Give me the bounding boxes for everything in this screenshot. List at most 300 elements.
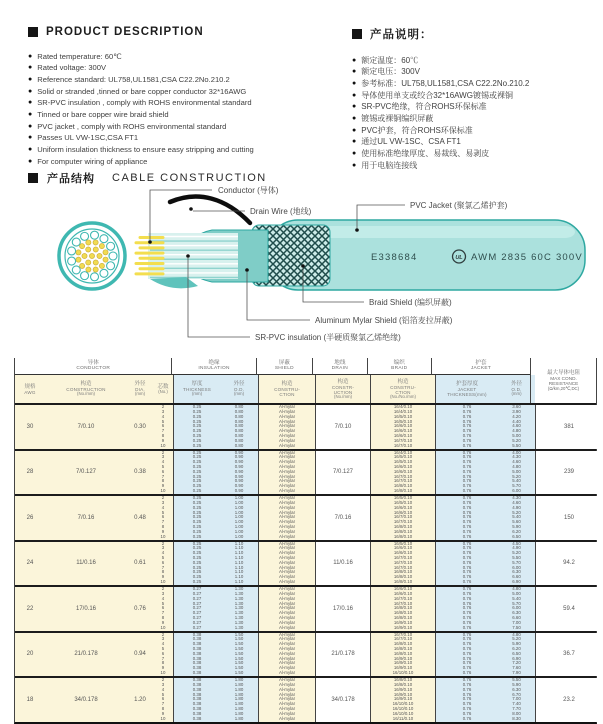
drain-value: 34/0.178 (331, 696, 355, 703)
construction-heading-cn: 产品结构 (47, 173, 95, 185)
list-value: 1.10 (234, 550, 244, 556)
list-value: 9 (161, 528, 165, 534)
list-value: 4 (161, 686, 165, 692)
list-value: 6.70 (512, 691, 521, 697)
bullet-icon: ● (28, 111, 33, 119)
list-value: 16/8/0.10 (393, 681, 413, 687)
description-item-en (28, 109, 343, 121)
list-value: 0.76 (462, 670, 472, 676)
list-value: 0.25 (192, 528, 202, 534)
list-value: 0.38 (192, 670, 202, 676)
list-value: 1.30 (234, 619, 244, 625)
list-value: 8.30 (512, 715, 521, 721)
cable-cross-section (59, 223, 125, 289)
list-value: 5.00 (512, 468, 521, 474)
list-value: 16/9/0.10 (393, 691, 413, 697)
list-value: Al-mylar (278, 614, 296, 620)
jacket-thickness-list (436, 451, 498, 495)
list-value: 0.76 (462, 559, 472, 565)
list-value: 1.00 (234, 528, 244, 534)
list-value: 16/8/0.10 (393, 650, 413, 656)
insulation-thickness-list (174, 587, 220, 631)
construction-value: 11/0.16 (76, 560, 96, 567)
bullet-text: Tinned or bare copper wire braid shield (37, 110, 169, 120)
list-value: Al-mylar (278, 636, 296, 642)
resistance-cell (535, 678, 602, 722)
construction-value: 7/0.10 (77, 423, 95, 430)
list-value: 0.76 (462, 624, 472, 630)
description-item-en (28, 156, 343, 168)
list-value: Al-mylar (278, 619, 296, 625)
list-value: 7.50 (512, 624, 521, 630)
list-value: 16/7/0.10 (393, 555, 413, 560)
conductor-dot (103, 250, 108, 255)
list-value: Al-mylar (278, 586, 296, 592)
conductor-dot (79, 244, 84, 249)
list-value: 16/8/0.10 (393, 646, 413, 651)
list-value: Al-mylar (278, 670, 296, 676)
drain-value: 7/0.16 (334, 514, 352, 521)
drain-cell (315, 542, 370, 586)
list-value: 7 (161, 428, 165, 434)
list-value: 0.38 (192, 705, 202, 711)
braid-list (371, 451, 435, 495)
awg-value: 28 (26, 469, 34, 476)
list-value: 4.40 (512, 418, 521, 424)
list-value: Al-mylar (278, 574, 296, 580)
list-value: 5.50 (512, 555, 521, 560)
resistance-value: 150 (563, 514, 574, 521)
list-value: 0.76 (462, 464, 472, 469)
list-value: 0.25 (192, 413, 202, 419)
list-value: 0.76 (462, 509, 472, 515)
conductor-dot (93, 260, 98, 265)
label-sr-pvc-insulation: SR-PVC insulation (半硬质聚氯乙烯绝缘) (255, 333, 401, 342)
list-value: 0.76 (462, 404, 472, 410)
description-item-en (28, 62, 343, 74)
list-value: 1.00 (234, 519, 244, 525)
square-bullet-icon (352, 29, 362, 39)
conductor-dot (76, 257, 81, 262)
list-value: 0.76 (462, 710, 472, 716)
list-value: 4.90 (512, 504, 521, 510)
list-value: 7 (161, 701, 165, 707)
list-value: 7.40 (512, 701, 521, 707)
list-value: 16/6/0.10 (393, 545, 413, 551)
product-description-title: PRODUCT DESCRIPTION (46, 25, 204, 38)
list-value: 16/5/0.10 (393, 499, 413, 505)
list-value: 0.76 (462, 499, 472, 505)
conductor-cell (15, 405, 173, 449)
list-value: 16/9/0.10 (393, 686, 413, 692)
insulation-od-list (220, 496, 258, 540)
list-value: 1.50 (234, 641, 244, 647)
list-value: 0.76 (462, 495, 472, 501)
list-value: 7.00 (512, 696, 521, 702)
list-value: Al-mylar (278, 665, 296, 671)
subcols-jacket: 护套厚度 JACKET THICKNESS(mm) 外径 O.D. (mm) (435, 375, 535, 403)
bullet-text: 额定温度：60℃ (361, 55, 419, 65)
bullet-text: PVC jacket , comply with ROHS environmental standard (37, 121, 227, 131)
col-group-insulation: 绝缘 INSULATION (171, 358, 255, 375)
list-value: 0.76 (462, 478, 472, 484)
list-value: 6.60 (512, 614, 521, 620)
product-description-en (28, 16, 343, 168)
list-value: 5 (161, 691, 165, 697)
conductor-dot (86, 247, 91, 252)
construction-value: 17/0.16 (75, 605, 97, 612)
list-value: Al-mylar (278, 555, 296, 560)
list-value: 0.76 (462, 631, 472, 637)
bullet-text: 导体使用单支或绞合32*16AWG镀锡或裸铜 (361, 90, 513, 100)
list-value: 9 (161, 665, 165, 671)
list-value: 16/9/0.10 (393, 660, 413, 666)
conductor-dot (86, 267, 91, 272)
table-row-awg-24 (15, 540, 596, 586)
list-value: 4.50 (512, 540, 521, 546)
list-value: 4 (161, 413, 165, 419)
list-value: 0.25 (192, 428, 202, 434)
list-value: 5.90 (512, 523, 521, 529)
dia-value: 0.38 (134, 469, 146, 476)
description-item-cn (352, 78, 600, 90)
shield-list (259, 542, 315, 586)
list-value: 7 (161, 610, 165, 616)
shield-cell (258, 587, 315, 631)
insulation-cell (173, 405, 258, 449)
list-value: 3.90 (512, 408, 521, 414)
shield-list (259, 405, 315, 449)
jacket-print-right: AWM 2835 60C 300V (471, 252, 583, 263)
awg-value: 30 (26, 423, 34, 430)
list-value: 16/10/0.10 (392, 701, 414, 707)
list-value: 6.00 (512, 564, 521, 570)
jacket-od-list (498, 496, 535, 540)
label-aluminum-mylar-shield: Aluminum Mylar Shield (铝箔麦拉屏蔽) (315, 316, 453, 325)
list-value: 0.76 (462, 590, 472, 596)
list-value: 0.25 (192, 564, 202, 570)
list-value: 0.90 (234, 464, 244, 469)
list-value: Al-mylar (278, 437, 296, 443)
list-value: Al-mylar (278, 488, 296, 494)
list-value: 16/7/0.10 (393, 437, 413, 443)
list-value: 1.30 (234, 590, 244, 596)
list-value: 0.76 (462, 686, 472, 692)
list-value: 6 (161, 514, 165, 520)
list-value: 9 (161, 574, 165, 580)
cores-list (153, 451, 173, 495)
list-value: Al-mylar (278, 528, 296, 534)
list-value: 0.76 (462, 691, 472, 697)
list-value: 5.20 (512, 550, 521, 556)
bullet-text: 使用标准绝缘厚度、易裁线、易剥皮 (361, 149, 490, 159)
list-value: 16/9/0.10 (393, 624, 413, 630)
description-item-en (28, 132, 343, 144)
list-value: 16/6/0.10 (393, 464, 413, 469)
table-row-awg-22 (15, 585, 596, 631)
list-value: 0.25 (192, 533, 202, 539)
list-value: 16/10/0.10 (392, 670, 414, 676)
product-description-cn-title: 产品说明： (370, 28, 433, 41)
description-item-cn (352, 136, 600, 148)
list-value: 0.76 (462, 555, 472, 560)
list-value: 5.70 (512, 600, 521, 606)
list-value: 1.30 (234, 610, 244, 616)
list-value: 1.50 (234, 670, 244, 676)
jacket-od-list (498, 678, 535, 722)
col-resistance-header: 最大导体电阻 MAX COND. RESISTANCE (Ω/km,20℃,DC) (530, 358, 596, 403)
list-value: 1.10 (234, 579, 244, 585)
list-value: Al-mylar (278, 677, 296, 683)
jacket-cell (435, 587, 535, 631)
list-value: Al-mylar (278, 696, 296, 702)
bullet-icon: ● (28, 75, 33, 83)
drain-value: 17/0.16 (332, 605, 354, 612)
list-value: 0.27 (192, 590, 202, 596)
conductor-cell (15, 542, 173, 586)
list-value: 1.50 (234, 655, 244, 661)
list-value: Al-mylar (278, 660, 296, 666)
list-value: 9 (161, 483, 165, 489)
list-value: 0.76 (462, 681, 472, 687)
bullet-text: SR-PVC insulation , comply with ROHS environmental standard (37, 98, 252, 108)
list-value: 0.25 (192, 432, 202, 438)
list-value: 16/4/0.10 (393, 449, 413, 455)
list-value: 16/8/0.10 (393, 574, 413, 580)
list-value: 0.90 (234, 459, 244, 465)
list-value: 1.30 (234, 624, 244, 630)
list-value: 16/8/0.10 (393, 488, 413, 494)
core-circle (72, 266, 80, 274)
list-value: 16/6/0.10 (393, 586, 413, 592)
list-value: 6 (161, 468, 165, 474)
list-value: 1.30 (234, 614, 244, 620)
core-circle (68, 247, 76, 255)
list-value: 0.90 (234, 483, 244, 489)
list-value: 0.76 (462, 600, 472, 606)
list-value: 16/9/0.10 (393, 655, 413, 661)
list-value: 0.25 (192, 483, 202, 489)
list-value: 1.50 (234, 665, 244, 671)
conductor-dot (80, 263, 85, 268)
drain-value: 11/0.16 (333, 560, 353, 567)
label-drain-wire: Drain Wire (地线) (250, 207, 312, 216)
list-value: 0.27 (192, 610, 202, 616)
list-value: 4 (161, 504, 165, 510)
bullet-icon: ● (28, 87, 33, 95)
list-value: 0.27 (192, 624, 202, 630)
list-value: Al-mylar (278, 519, 296, 525)
braid-cell (370, 542, 435, 586)
braid-cell (370, 496, 435, 540)
list-value: 0.76 (462, 619, 472, 625)
list-value: 0.90 (234, 468, 244, 474)
list-value: 7 (161, 564, 165, 570)
list-value: 1.00 (234, 523, 244, 529)
list-value: Al-mylar (278, 545, 296, 551)
bullet-icon: ● (352, 115, 357, 123)
subcols-braid: 构造 CONSTRU- CTION (No./No./mm) (370, 375, 435, 403)
list-value: 16/11/0.10 (392, 715, 414, 721)
list-value: 16/6/0.10 (393, 550, 413, 556)
drain-cell (315, 678, 370, 722)
insulation-od-list (220, 451, 258, 495)
list-value: 5.20 (512, 437, 521, 443)
dia-value: 0.48 (134, 514, 146, 521)
list-value: Al-mylar (278, 408, 296, 414)
list-value: 4.60 (512, 423, 521, 429)
list-value: 0.76 (462, 655, 472, 661)
list-value: 1.80 (234, 681, 244, 687)
list-value: 6 (161, 605, 165, 611)
list-value: 16/4/0.10 (393, 408, 413, 414)
list-value: 0.76 (462, 646, 472, 651)
list-value: 16/8/0.10 (393, 614, 413, 620)
list-value: Al-mylar (278, 681, 296, 687)
shield-cell (258, 496, 315, 540)
list-value: Al-mylar (278, 509, 296, 515)
list-value: 0.90 (234, 473, 244, 479)
list-value: 1.30 (234, 595, 244, 601)
insulation-od-list (220, 587, 258, 631)
list-value: 0.90 (234, 449, 244, 455)
jacket-print-left: E338684 (371, 252, 418, 263)
resistance-value: 239 (563, 469, 574, 476)
cores-list (153, 496, 173, 540)
conductor-cell (15, 633, 173, 677)
spec-table-header (15, 358, 596, 403)
list-value: 16/6/0.10 (393, 509, 413, 515)
list-value: 5.60 (512, 519, 521, 525)
list-value: Al-mylar (278, 710, 296, 716)
list-value: Al-mylar (278, 686, 296, 692)
insulation-thickness-list (174, 542, 220, 586)
awg-value: 24 (26, 560, 34, 567)
list-value: 16/10/0.10 (392, 705, 414, 711)
list-value: 4 (161, 459, 165, 465)
list-value: 1.00 (234, 533, 244, 539)
table-row-awg-18 (15, 676, 596, 722)
list-value: 0.38 (192, 646, 202, 651)
jacket-cell (435, 542, 535, 586)
list-value: 7 (161, 655, 165, 661)
list-value: 0.76 (462, 442, 472, 448)
list-value: 0.38 (192, 701, 202, 707)
list-value: 0.76 (462, 650, 472, 656)
list-value: Al-mylar (278, 579, 296, 585)
list-value: 16/6/0.10 (393, 423, 413, 429)
cores-list (153, 587, 173, 631)
list-value: 0.76 (462, 514, 472, 520)
list-value: 0.38 (192, 650, 202, 656)
label-braid-shield: Braid Shield (编织屏蔽) (369, 298, 452, 307)
list-value: 16/7/0.10 (393, 636, 413, 642)
list-value: 16/8/0.10 (393, 579, 413, 585)
list-value: 16/8/0.10 (393, 569, 413, 575)
product-description-cn-heading (352, 26, 600, 42)
list-value: 0.76 (462, 641, 472, 647)
description-item-cn (352, 125, 600, 137)
list-value: 0.76 (462, 574, 472, 580)
braid-cell (370, 678, 435, 722)
list-value: 0.76 (462, 459, 472, 465)
list-value: 9 (161, 437, 165, 443)
resistance-value: 381 (563, 423, 574, 430)
list-value: Al-mylar (278, 523, 296, 529)
list-value: 0.76 (462, 432, 472, 438)
list-value: Al-mylar (278, 464, 296, 469)
list-value: Al-mylar (278, 499, 296, 505)
list-value: 3.60 (512, 404, 521, 410)
insulation-thickness-list (174, 496, 220, 540)
list-value: 10 (160, 533, 166, 539)
list-value: 16/7/0.10 (393, 442, 413, 448)
list-value: 0.38 (192, 665, 202, 671)
list-value: Al-mylar (278, 504, 296, 510)
list-value: 0.76 (462, 413, 472, 419)
core-circle (107, 242, 115, 250)
bullet-icon: ● (352, 103, 357, 111)
bullet-text: For computer wiring of appliance (37, 156, 148, 166)
core-circle (68, 257, 76, 265)
bullet-icon: ● (352, 126, 357, 134)
braid-list (371, 633, 435, 677)
list-value: 4.80 (512, 631, 521, 637)
list-value: 0.76 (462, 418, 472, 424)
insulation-cell (173, 678, 258, 722)
list-value: Al-mylar (278, 705, 296, 711)
list-value: 8 (161, 523, 165, 529)
insulation-od-list (220, 405, 258, 449)
drain-value: 7/0.10 (334, 423, 352, 430)
conductor-dot (82, 253, 87, 258)
list-value: 16/6/0.10 (393, 504, 413, 510)
list-value: 0.76 (462, 428, 472, 434)
bullet-text: Solid or stranded ,tinned or bare copper conductor 32*16AWG (37, 86, 247, 96)
list-value: 6.60 (512, 574, 521, 580)
subcols-shield: 构造 CONSTRU- CTION (258, 375, 315, 403)
list-value: 16/5/0.10 (393, 454, 413, 460)
list-value: 8 (161, 432, 165, 438)
list-value: 3 (161, 681, 165, 687)
list-value: 16/5/0.10 (393, 418, 413, 424)
list-value: 16/8/0.10 (393, 483, 413, 489)
bullet-icon: ● (28, 146, 33, 154)
list-value: 1.10 (234, 540, 244, 546)
list-value: 0.76 (462, 449, 472, 455)
description-item-cn (352, 66, 600, 78)
construction-value: 7/0.127 (75, 469, 97, 476)
description-item-en (28, 144, 343, 156)
list-value: 0.25 (192, 418, 202, 424)
dia-value: 0.30 (134, 423, 146, 430)
bullet-icon: ● (28, 157, 33, 165)
resistance-cell (535, 496, 602, 540)
list-value: 5.20 (512, 636, 521, 642)
braid-list (371, 678, 435, 722)
list-value: 1.80 (234, 686, 244, 692)
description-item-cn (352, 148, 600, 160)
list-value: 5 (161, 418, 165, 424)
list-value: 4.00 (512, 449, 521, 455)
col-group-braid: 编织 BRAID (367, 358, 431, 375)
jacket-thickness-list (436, 678, 498, 722)
list-value: 8 (161, 705, 165, 711)
list-value: 0.27 (192, 600, 202, 606)
list-value: 0.80 (234, 428, 244, 434)
list-value: 0.80 (234, 408, 244, 414)
core-circle (81, 272, 89, 280)
